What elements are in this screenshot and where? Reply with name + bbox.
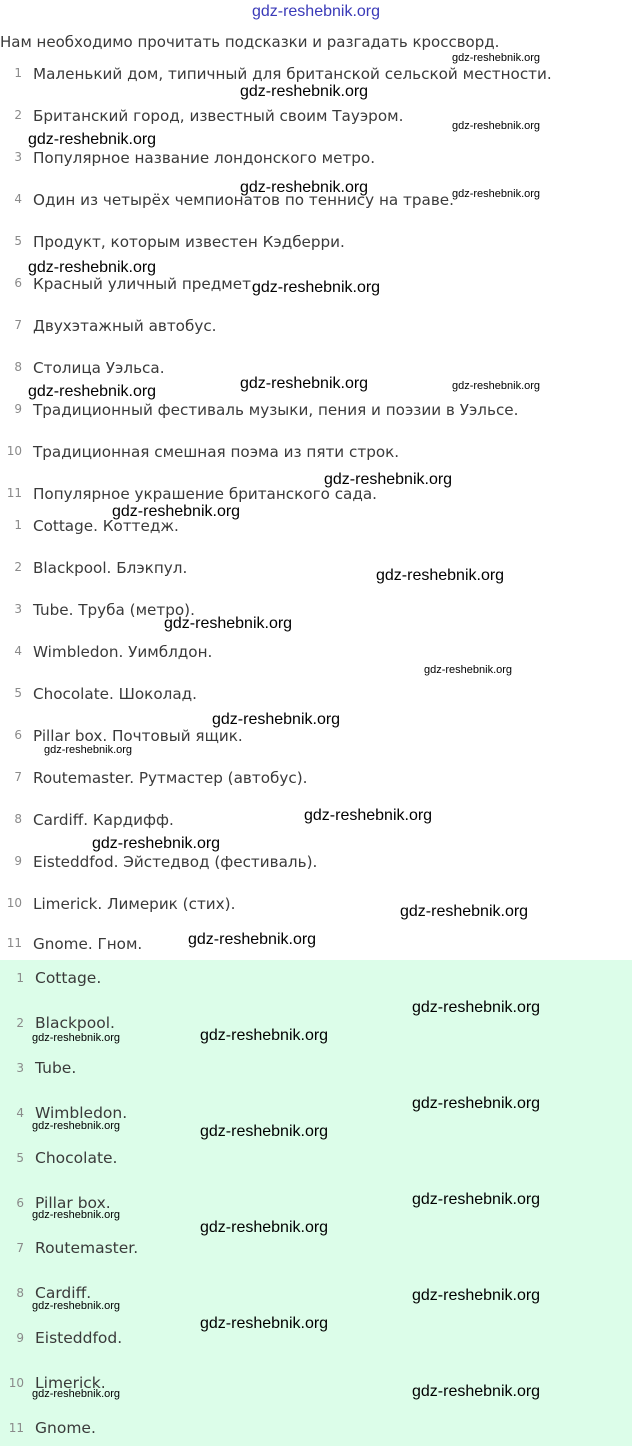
header-watermark: gdz-reshebnik.org	[251, 3, 381, 20]
translation-text: Chocolate. Шоколад.	[33, 685, 197, 703]
clue-text: Традиционный фестиваль музыки, пения и поэзии в Уэльсе.	[33, 401, 519, 419]
watermark: gdz-reshebnik.org	[188, 931, 317, 948]
watermark: gdz-reshebnik.org	[212, 711, 341, 728]
watermark: gdz-reshebnik.org	[376, 567, 505, 584]
watermark: gdz-reshebnik.org	[424, 664, 513, 676]
answer-text: Blackpool.	[35, 1014, 115, 1032]
translation-number: 6	[14, 728, 22, 742]
answer-text: Routemaster.	[35, 1239, 139, 1257]
answer-text: Pillar box.	[35, 1194, 111, 1212]
watermark: gdz-reshebnik.org	[412, 1287, 541, 1304]
clue-number: 9	[14, 402, 22, 416]
answer-text: Chocolate.	[35, 1149, 118, 1167]
clue-text: Традиционная смешная поэма из пяти строк.	[33, 443, 400, 461]
answer-number: 10	[8, 1376, 24, 1390]
watermark: gdz-reshebnik.org	[452, 380, 541, 392]
watermark: gdz-reshebnik.org	[92, 835, 221, 852]
translation-number: 5	[14, 686, 22, 700]
watermark: gdz-reshebnik.org	[412, 999, 541, 1016]
clue-text: Красный уличный предмет.	[33, 275, 256, 293]
watermark: gdz-reshebnik.org	[412, 1095, 541, 1112]
answer-number: 4	[16, 1106, 24, 1120]
clue-text: Один из четырёх чемпионатов по теннису на траве.	[33, 191, 454, 209]
clue-text: Столица Уэльса.	[33, 359, 165, 377]
watermark: gdz-reshebnik.org	[32, 1300, 121, 1312]
watermark: gdz-reshebnik.org	[400, 903, 529, 920]
translation-number: 3	[14, 602, 22, 616]
watermark: gdz-reshebnik.org	[44, 744, 133, 756]
clue-number: 6	[14, 276, 22, 290]
clue-number: 4	[14, 192, 22, 206]
answer-number: 7	[16, 1241, 24, 1255]
answer-text: Cardiff.	[35, 1284, 92, 1302]
watermark: gdz-reshebnik.org	[112, 503, 241, 520]
translation-number: 10	[6, 896, 22, 910]
answer-number: 8	[16, 1286, 24, 1300]
translation-text: Routemaster. Рутмастер (автобус).	[33, 769, 308, 787]
watermark: gdz-reshebnik.org	[32, 1388, 121, 1400]
answer-text: Tube.	[35, 1059, 77, 1077]
watermark: gdz-reshebnik.org	[452, 188, 541, 200]
translation-text: Wimbledon. Уимблдон.	[33, 643, 213, 661]
translation-number: 4	[14, 644, 22, 658]
watermark: gdz-reshebnik.org	[32, 1120, 121, 1132]
translation-text: Tube. Труба (метро).	[33, 601, 195, 619]
translation-number: 11	[6, 936, 22, 950]
answer-text: Limerick.	[35, 1374, 106, 1392]
watermark: gdz-reshebnik.org	[200, 1123, 329, 1140]
clue-text: Маленький дом, типичный для британской сельской местности.	[33, 65, 552, 83]
answer-number: 11	[8, 1421, 24, 1435]
clue-text: Продукт, которым известен Кэдберри.	[33, 233, 345, 251]
watermark: gdz-reshebnik.org	[452, 52, 541, 64]
watermark: gdz-reshebnik.org	[240, 375, 369, 392]
watermark: gdz-reshebnik.org	[32, 1032, 121, 1044]
clue-number: 10	[6, 444, 22, 458]
clue-text: Популярное украшение британского сада.	[33, 485, 377, 503]
watermark: gdz-reshebnik.org	[32, 1209, 121, 1221]
watermark: gdz-reshebnik.org	[164, 615, 293, 632]
clue-text: Британский город, известный своим Тауэром.	[33, 107, 404, 125]
watermark: gdz-reshebnik.org	[200, 1219, 329, 1236]
clue-number: 1	[14, 66, 22, 80]
translation-number: 8	[14, 812, 22, 826]
watermark: gdz-reshebnik.org	[28, 131, 157, 148]
watermark: gdz-reshebnik.org	[324, 471, 453, 488]
watermark: gdz-reshebnik.org	[28, 383, 157, 400]
answer-text: Cottage.	[35, 969, 102, 987]
translation-number: 9	[14, 854, 22, 868]
translation-text: Cottage. Коттедж.	[33, 517, 179, 535]
answer-text: Gnome.	[35, 1419, 96, 1437]
watermark: gdz-reshebnik.org	[240, 179, 369, 196]
clue-text: Популярное название лондонского метро.	[33, 149, 376, 167]
translation-number: 2	[14, 560, 22, 574]
answer-number: 9	[16, 1331, 24, 1345]
translation-text: Blackpool. Блэкпул.	[33, 559, 188, 577]
answer-number: 1	[16, 971, 24, 985]
translation-number: 1	[14, 518, 22, 532]
translation-text: Cardiff. Кардифф.	[33, 811, 174, 829]
clue-number: 3	[14, 150, 22, 164]
translation-text: Pillar box. Почтовый ящик.	[33, 727, 243, 745]
translation-number: 7	[14, 770, 22, 784]
watermark: gdz-reshebnik.org	[412, 1383, 541, 1400]
answer-number: 3	[16, 1061, 24, 1075]
clue-number: 8	[14, 360, 22, 374]
answer-number: 5	[16, 1151, 24, 1165]
watermark: gdz-reshebnik.org	[452, 120, 541, 132]
answer-number: 2	[16, 1016, 24, 1030]
clue-number: 11	[6, 486, 22, 500]
translation-text: Eisteddfod. Эйстедвод (фестиваль).	[33, 853, 318, 871]
watermark: gdz-reshebnik.org	[28, 259, 157, 276]
watermark: gdz-reshebnik.org	[200, 1027, 329, 1044]
intro-text: Нам необходимо прочитать подсказки и разгадать кроссворд.	[0, 33, 500, 51]
watermark: gdz-reshebnik.org	[240, 83, 369, 100]
answer-text: Wimbledon.	[35, 1104, 128, 1122]
translation-text: Limerick. Лимерик (стих).	[33, 895, 236, 913]
watermark: gdz-reshebnik.org	[304, 807, 433, 824]
clue-number: 5	[14, 234, 22, 248]
clue-number: 7	[14, 318, 22, 332]
watermark: gdz-reshebnik.org	[412, 1191, 541, 1208]
answer-text: Eisteddfod.	[35, 1329, 123, 1347]
answer-number: 6	[16, 1196, 24, 1210]
watermark: gdz-reshebnik.org	[252, 279, 381, 296]
clue-text: Двухэтажный автобус.	[33, 317, 217, 335]
clue-number: 2	[14, 108, 22, 122]
watermark: gdz-reshebnik.org	[200, 1315, 329, 1332]
translation-text: Gnome. Гном.	[33, 935, 143, 953]
